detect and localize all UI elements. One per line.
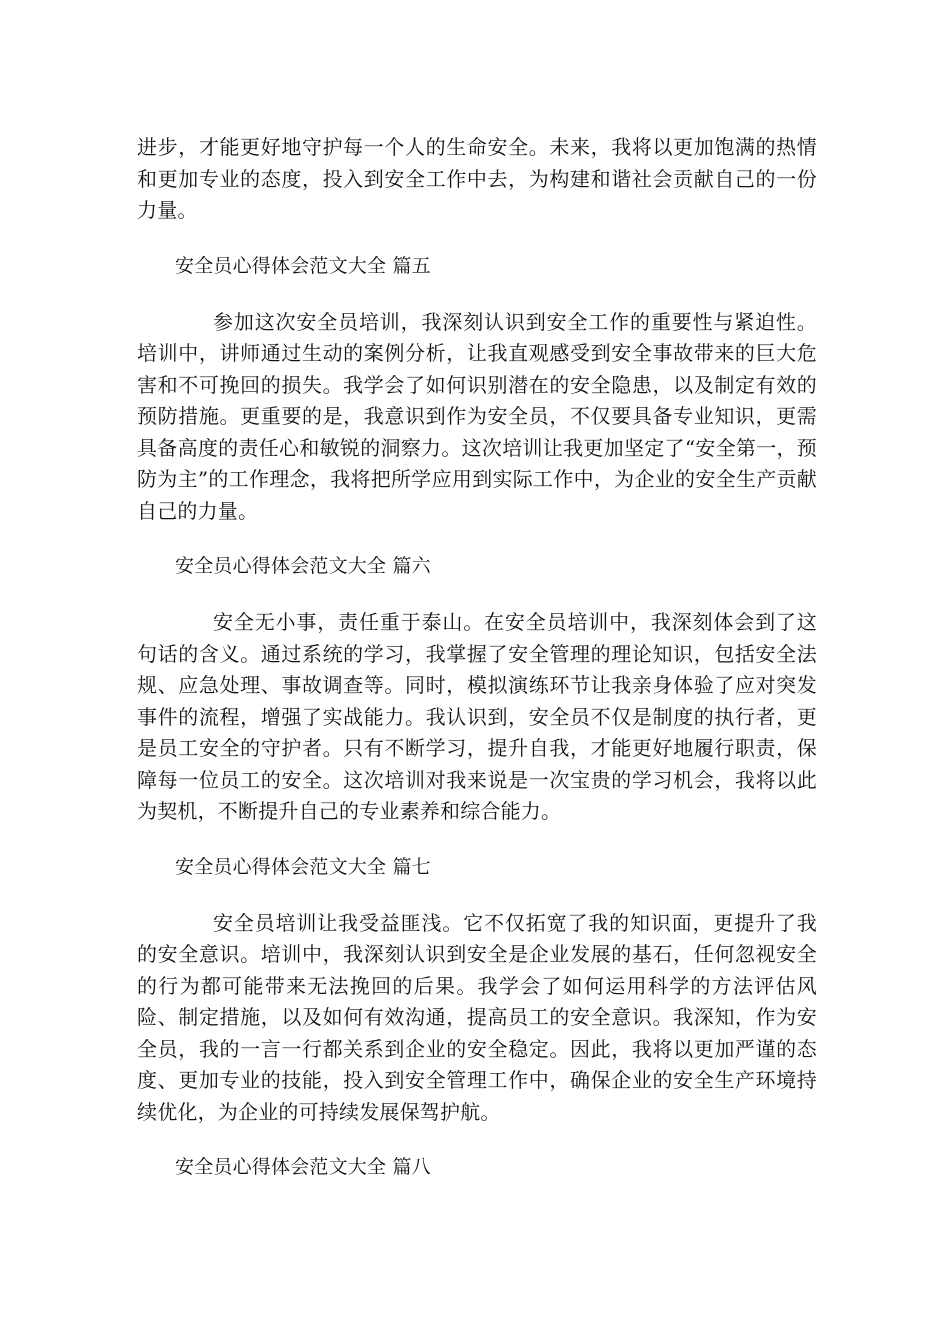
spacer <box>137 828 817 852</box>
paragraph-section-7: 安全员培训让我受益匪浅。它不仅拓宽了我的知识面，更提升了我的安全意识。培训中，我深刻认识到安全是企业发展的基石，任何忽视安全的行为都可能带来无法挽回的后果。我学会了如何运用科学的方法评估风险、制定措施，以及如何有效沟通，提高员工的安全意识。我深知，作为安全员，我的一言一行都关系到企业的安全稳定。因此，我将以更加严谨的态度、更加专业的技能，投入到安全管理工作中，确保企业的安全生产环境持续优化，为企业的可持续发展保驾护航。 <box>137 910 817 1124</box>
spacer <box>137 882 817 908</box>
spacer <box>137 527 817 551</box>
document-body <box>137 132 817 1182</box>
spacer <box>137 581 817 607</box>
section-heading-8: 安全员心得体会范文大全 篇八 <box>175 1156 431 1178</box>
spacer <box>137 227 817 251</box>
section-heading-6: 安全员心得体会范文大全 篇六 <box>175 555 431 577</box>
paragraph-section-5: 参加这次安全员培训，我深刻认识到安全工作的重要性与紧迫性。培训中，讲师通过生动的案例分析，让我直观感受到安全事故带来的巨大危害和不可挽回的损失。我学会了如何识别潜在的安全隐患，以及制定有效的预防措施。更重要的是，我意识到作为安全员，不仅要具备专业知识，更需具备高度的责任心和敏锐的洞察力。这次培训让我更加坚定了“安全第一，预防为主”的工作理念，我将把所学应用到实际工作中，为企业的安全生产贡献自己的力量。 <box>137 309 817 523</box>
spacer <box>137 1128 817 1152</box>
spacer <box>137 281 817 307</box>
paragraph-continuation: 进步，才能更好地守护每一个人的生命安全。未来，我将以更加饱满的热情和更加专业的态度，投入到安全工作中去，为构建和谐社会贡献自己的一份力量。 <box>137 135 817 222</box>
section-heading-7: 安全员心得体会范文大全 篇七 <box>175 855 431 878</box>
section-heading-5: 安全员心得体会范文大全 篇五 <box>175 254 431 277</box>
paragraph-section-6: 安全无小事，责任重于泰山。在安全员培训中，我深刻体会到了这句话的含义。通过系统的学习，我掌握了安全管理的理论知识，包括安全法规、应急处理、事故调查等。同时，模拟演练环节让我亲身体验了应对突发事件的流程，增强了实战能力。我认识到，安全员不仅是制度的执行者，更是员工安全的守护者。只有不断学习，提升自我，才能更好地履行职责，保障每一位员工的安全。这次培训对我来说是一次宝贵的学习机会，我将以此为契机，不断提升自己的专业素养和综合能力。 <box>137 610 817 823</box>
